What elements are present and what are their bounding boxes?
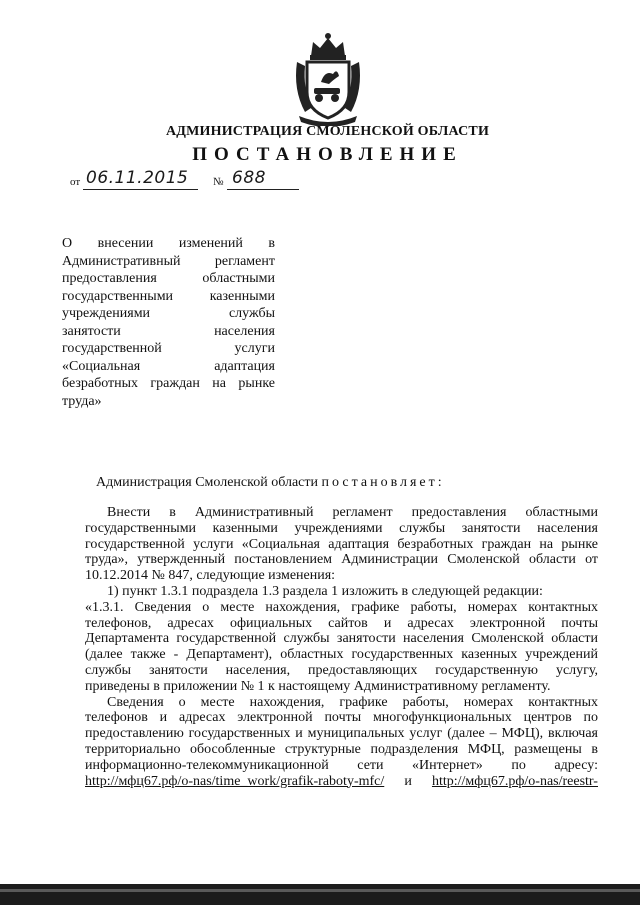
document-body: [85, 505, 598, 789]
body-line: 10.12.2014 № 847, следующие изменения:: [85, 568, 336, 584]
body-line: государственной услуги «Социальная адаптация безработных граждан на рынке: [85, 536, 598, 552]
subject-line: учреждениями службы: [62, 306, 275, 321]
body-line: государственными казенными учреждениями службы занятости населения: [85, 520, 598, 536]
subject-line: труда»: [62, 393, 102, 409]
body-line: Сведения о месте нахождения, графике работы, номерах контактных: [107, 694, 598, 710]
body-line: Внести в Административный регламент предоставления областными: [107, 505, 598, 520]
subject-line: О внесении изменений в: [62, 236, 275, 251]
body-line: «1.3.1. Сведения о месте нахождения, графике работы, номерах контактных: [85, 599, 598, 615]
preamble-text: Администрация Смоленской области: [96, 475, 319, 490]
number-prefix: №: [213, 176, 224, 188]
subject-line: предоставления областными: [62, 271, 275, 286]
mfc-registry-link[interactable]: http://мфц67.рф/o-nas/reestr-: [431, 773, 598, 789]
scan-bottom-edge: [0, 884, 640, 905]
links-line: [85, 774, 598, 790]
body-line: службы занятости населения, предоставляющих государственную услугу,: [85, 662, 598, 678]
body-line: труда», утвержденный постановлением Администрации Смоленской области от: [85, 552, 598, 568]
handwritten-number: 688: [232, 168, 266, 188]
subject-line: Административный регламент: [62, 253, 275, 269]
subject-block: [62, 235, 275, 410]
body-line: телефонов и адресах электронной почты многофункциональных центров по: [85, 710, 598, 726]
document-type-title: ПОСТАНОВЛЕНИЕ: [192, 144, 463, 165]
subject-line: «Социальная адаптация: [62, 358, 275, 374]
handwritten-date: 06.11.2015: [86, 168, 189, 188]
body-line: телефонов, адресах официальных сайтов и адресах электронной почты: [85, 615, 598, 631]
subject-line: государственными казенными: [62, 288, 275, 304]
preamble: [96, 475, 445, 491]
scan-edge-strip: [0, 889, 640, 892]
smolensk-coat-of-arms-icon: [289, 30, 367, 126]
preamble-verb: постановляет:: [321, 475, 445, 490]
body-line: приведены в приложении № 1 к настоящему Административному регламенту.: [85, 678, 551, 694]
body-line: 1) пункт 1.3.1 подраздела 1.3 раздела 1 изложить в следующей редакции:: [107, 583, 543, 599]
subject-line: занятости населения: [62, 323, 275, 339]
body-line: территориально обособленные структурные подразделения МФЦ, размещены в: [85, 741, 598, 757]
body-line: предоставлению государственных и муниципальных услуг (далее – МФЦ), включая: [85, 726, 598, 742]
mfc-schedule-link[interactable]: http://мфц67.рф/o-nas/time_work/grafik-raboty-mfc/: [85, 773, 385, 789]
body-line: информационно-телекоммуникационной сети «Интернет» по адресу:: [85, 757, 598, 773]
body-line: (далее также - Департамент), областных государственных казенных учреждений: [85, 647, 598, 663]
date-prefix: от: [70, 176, 81, 188]
organization-title: АДМИНИСТРАЦИЯ СМОЛЕНСКОЙ ОБЛАСТИ: [165, 124, 490, 139]
subject-line: государственной услуги: [62, 341, 275, 356]
body-line: Департамента государственной службы занятости населения Смоленской области: [85, 631, 598, 647]
links-conjunction: и: [404, 773, 412, 789]
subject-line: безработных граждан на рынке: [62, 376, 275, 391]
